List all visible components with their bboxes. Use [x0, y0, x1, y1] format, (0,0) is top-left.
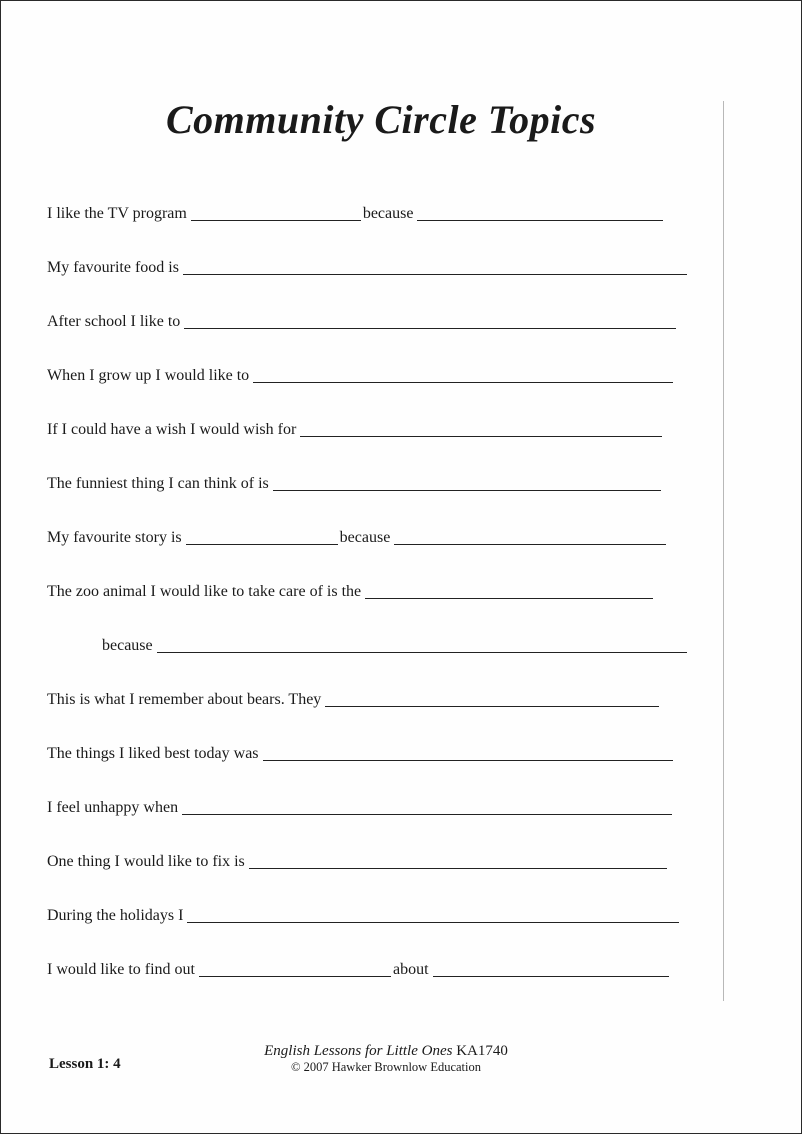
prompt-text: If I could have a wish I would wish for: [47, 421, 297, 438]
prompt-row-grow-up: [47, 366, 675, 386]
prompt-row-bears: [47, 690, 661, 710]
prompt-row-tv-program: [47, 204, 665, 224]
prompt-row-unhappy: [47, 798, 674, 818]
prompt-row-find-out: [47, 960, 671, 980]
answer-blank-tv-program[interactable]: [191, 206, 361, 221]
answer-blank-about[interactable]: [433, 962, 669, 977]
answer-blank-grow-up[interactable]: [253, 368, 673, 383]
prompt-text: My favourite story is: [47, 529, 182, 546]
prompt-row-zoo-because: [102, 636, 689, 656]
prompt-text: I would like to find out: [47, 961, 195, 978]
prompt-text: During the holidays I: [47, 907, 184, 924]
answer-blank-story-because[interactable]: [394, 530, 666, 545]
answer-blank-wish[interactable]: [300, 422, 662, 437]
prompt-text: When I grow up I would like to: [47, 367, 250, 384]
book-title: English Lessons for Little Ones: [264, 1043, 453, 1059]
answer-blank-bears[interactable]: [325, 692, 659, 707]
prompt-text: After school I like to: [47, 313, 181, 330]
prompt-row-funniest: [47, 474, 663, 494]
prompt-text: about: [392, 961, 429, 978]
page-title: Community Circle Topics: [165, 97, 597, 142]
answer-blank-holidays[interactable]: [187, 908, 679, 923]
book-code: KA1740: [456, 1043, 508, 1059]
prompt-row-favourite-food: [47, 258, 689, 278]
prompt-text: because: [362, 205, 414, 222]
copyright-notice: © 2007 Hawker Brownlow Education: [290, 1060, 481, 1074]
answer-blank-favourite-story[interactable]: [186, 530, 338, 545]
answer-blank-fix[interactable]: [249, 854, 667, 869]
prompt-row-holidays: [47, 906, 681, 926]
prompt-row-favourite-story: [47, 528, 668, 548]
prompt-row-after-school: [47, 312, 678, 332]
prompt-row-wish: [47, 420, 664, 440]
prompt-text: I feel unhappy when: [47, 799, 179, 816]
answer-blank-unhappy[interactable]: [182, 800, 672, 815]
prompt-text: I like the TV program: [47, 205, 187, 222]
prompt-row-fix: [47, 852, 669, 872]
answer-blank-after-school[interactable]: [184, 314, 676, 329]
answer-blank-funniest[interactable]: [273, 476, 661, 491]
prompt-text: The things I liked best today was: [47, 745, 259, 762]
prompt-text: because: [339, 529, 391, 546]
answer-blank-tv-because[interactable]: [417, 206, 663, 221]
margin-line: [723, 101, 724, 1001]
book-citation: [191, 1043, 581, 1060]
answer-blank-zoo-because[interactable]: [157, 638, 687, 653]
prompt-text: My favourite food is: [47, 259, 179, 276]
prompt-text: One thing I would like to fix is: [47, 853, 245, 870]
prompt-text: This is what I remember about bears. They: [47, 691, 322, 708]
answer-blank-favourite-food[interactable]: [183, 260, 687, 275]
answer-blank-zoo-animal[interactable]: [365, 584, 653, 599]
answer-blank-liked-best[interactable]: [263, 746, 673, 761]
lesson-number: Lesson 1: 4: [49, 1056, 121, 1072]
answer-blank-find-out[interactable]: [199, 962, 391, 977]
prompt-row-zoo-animal: [47, 582, 655, 602]
prompt-text: because: [102, 637, 153, 654]
prompt-text: The funniest thing I can think of is: [47, 475, 269, 492]
prompt-row-liked-best: [47, 744, 675, 764]
prompt-text: The zoo animal I would like to take care of is the: [47, 583, 362, 600]
